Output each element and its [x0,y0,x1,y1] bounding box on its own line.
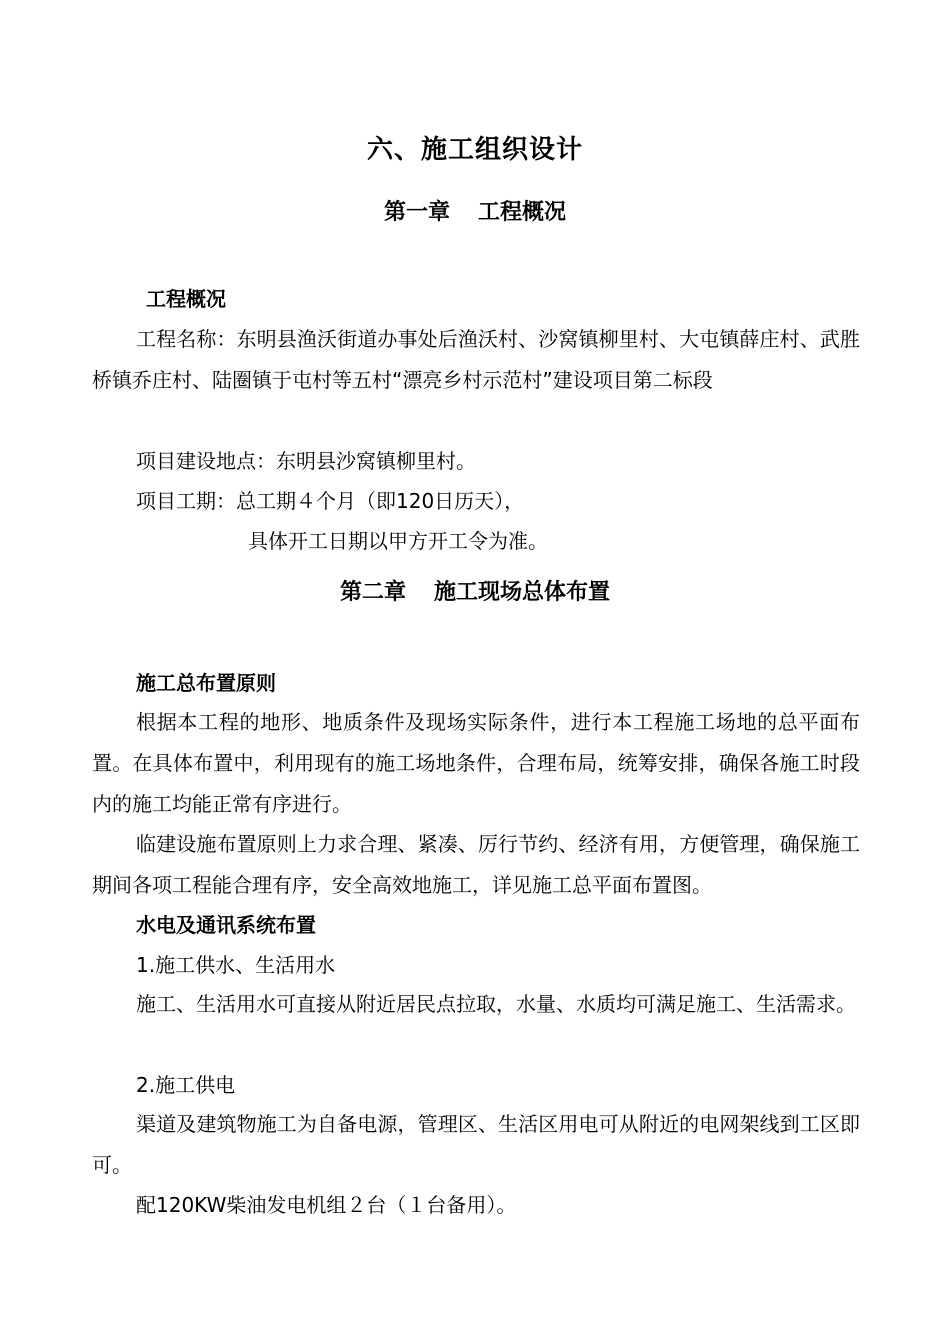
chapter-1-name: 工程概况 [478,200,567,225]
temporary-facilities-paragraph: 临建设施布置原则上力求合理、紧凑、厉行节约、经济有用，方便管理，确保施工期间各项工程能合理有序，安全高效地施工，详见施工总平面布置图。 [92,832,860,897]
chapter-1-heading [0,196,950,230]
project-location: 项目建设地点：东明县沙窝镇柳里村。 [136,449,476,473]
document-title: 六、施工组织设计 [366,135,583,165]
power-supply-heading: 2.施工供电 [136,1073,236,1097]
chapter-1-number: 第一章 [383,200,450,225]
water-supply-paragraph: 施工、生活用水可直接从附近居民点拉取，水量、水质均可满足施工、生活需求。 [136,992,856,1016]
layout-principle-paragraph: 根据本工程的地形、地质条件及现场实际条件，进行本工程施工场地的总平面布置。在具体布置中，利用现有的施工场地条件，合理布局，统筹安排，确保各施工时段内的施工均能正常有序进行。 [92,710,860,816]
project-name-paragraph: 工程名称：东明县渔沃街道办事处后渔沃村、沙窝镇柳里村、大屯镇薛庄村、武胜桥镇乔庄村、陆圈镇于屯村等五村“漂亮乡村示范村”建设项目第二标段 [92,327,860,392]
chapter-2-heading [0,576,950,610]
section-heading-overview: 工程概况 [146,287,226,311]
generator-note: 配120KW柴油发电机组２台（１台备用）。 [136,1193,517,1217]
start-date-note: 具体开工日期以甲方开工令为准。 [248,529,548,553]
power-supply-paragraph: 渠道及建筑物施工为自备电源，管理区、生活区用电可从附近的电网架线到工区即可。 [92,1112,860,1177]
section-heading-utilities: 水电及通讯系统布置 [136,913,316,937]
chapter-2-name: 施工现场总体布置 [434,580,611,605]
project-duration: 项目工期：总工期４个月（即120日历天）， [136,489,525,513]
section-heading-layout-principle: 施工总布置原则 [136,671,276,695]
chapter-2-number: 第二章 [339,580,406,605]
water-supply-heading: 1.施工供水、生活用水 [136,953,336,977]
